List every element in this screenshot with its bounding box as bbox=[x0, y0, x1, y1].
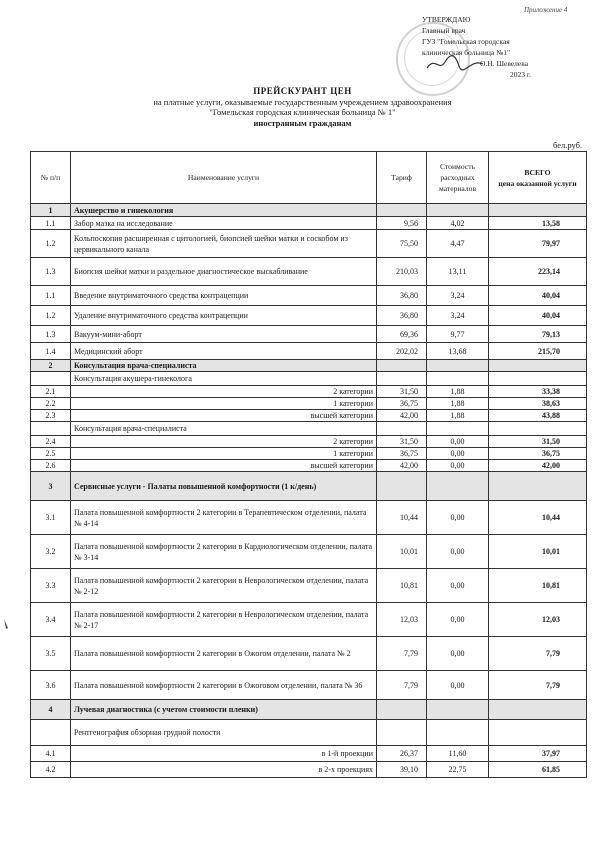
pen-mark-icon bbox=[3, 618, 10, 630]
row-materials: 22,75 bbox=[427, 762, 489, 778]
table-row bbox=[31, 410, 587, 422]
row-service-name: Палата повышенной комфортности 2 категории в Неврологическом отделении, палата № 2-17 bbox=[71, 603, 377, 637]
approval-line-3: ГУЗ "Гомельская городская bbox=[422, 37, 510, 46]
row-num: 1.1 bbox=[31, 286, 71, 306]
row-tariff: 75,50 bbox=[377, 230, 427, 258]
approval-line-4: клиническая больница №1" bbox=[422, 48, 511, 57]
row-num: 1.1 bbox=[31, 217, 71, 230]
row-tariff: 36,75 bbox=[377, 448, 427, 460]
table-row bbox=[31, 372, 587, 386]
row-total bbox=[489, 472, 587, 501]
row-tariff bbox=[377, 472, 427, 501]
row-materials: 13,68 bbox=[427, 343, 489, 360]
row-tariff: 7,79 bbox=[377, 637, 427, 671]
row-service-name: Консультация врача-специалиста bbox=[71, 360, 377, 372]
row-num: 2.1 bbox=[31, 386, 71, 398]
row-total: 10,01 bbox=[489, 535, 587, 569]
table-row bbox=[31, 436, 587, 448]
row-total: 7,79 bbox=[489, 637, 587, 671]
row-tariff: 10,44 bbox=[377, 501, 427, 535]
row-total bbox=[489, 372, 587, 386]
row-service-name: Вакуум-мини-аборт bbox=[71, 326, 377, 343]
row-num: 1.3 bbox=[31, 258, 71, 286]
annex-label: Приложение 4 bbox=[524, 6, 568, 14]
row-materials bbox=[427, 204, 489, 217]
row-materials: 0,00 bbox=[427, 460, 489, 472]
row-num: 3.6 bbox=[31, 671, 71, 700]
row-materials: 0,00 bbox=[427, 448, 489, 460]
header-name: Наименование услуги bbox=[71, 152, 377, 204]
table-row bbox=[31, 746, 587, 762]
row-tariff: 42,00 bbox=[377, 460, 427, 472]
row-tariff: 7,79 bbox=[377, 671, 427, 700]
row-service-name: Удаление внутриматочного средства контрацепции bbox=[71, 306, 377, 326]
row-total: 215,70 bbox=[489, 343, 587, 360]
row-total: 42,00 bbox=[489, 460, 587, 472]
row-total: 10,44 bbox=[489, 501, 587, 535]
table-row bbox=[31, 217, 587, 230]
document-title: ПРЕЙСКУРАНТ ЦЕН bbox=[253, 86, 352, 96]
row-num: 3.1 bbox=[31, 501, 71, 535]
row-total: 37,97 bbox=[489, 746, 587, 762]
table-row bbox=[31, 343, 587, 360]
row-total bbox=[489, 360, 587, 372]
row-materials bbox=[427, 422, 489, 436]
row-total: 12,03 bbox=[489, 603, 587, 637]
row-num: 3.2 bbox=[31, 535, 71, 569]
row-tariff: 210,03 bbox=[377, 258, 427, 286]
row-tariff: 10,81 bbox=[377, 569, 427, 603]
table-row bbox=[31, 460, 587, 472]
row-tariff: 202,02 bbox=[377, 343, 427, 360]
row-total: 40,04 bbox=[489, 286, 587, 306]
row-total: 33,38 bbox=[489, 386, 587, 398]
row-materials: 3,24 bbox=[427, 286, 489, 306]
row-num: 2.5 bbox=[31, 448, 71, 460]
header-num: № п/п bbox=[31, 152, 71, 204]
row-service-name: Кольпоскопия расширенная с цитологией, биопсией шейки матки и соскобом из цервикального канала bbox=[71, 230, 377, 258]
row-service-name: 1 категории bbox=[71, 398, 377, 410]
row-total: 10,81 bbox=[489, 569, 587, 603]
row-tariff bbox=[377, 204, 427, 217]
row-num bbox=[31, 372, 71, 386]
row-num: 1.4 bbox=[31, 343, 71, 360]
row-materials: 0,00 bbox=[427, 671, 489, 700]
row-service-name: высшей категории bbox=[71, 460, 377, 472]
table-row bbox=[31, 360, 587, 372]
row-num bbox=[31, 720, 71, 746]
row-tariff: 42,00 bbox=[377, 410, 427, 422]
table-row bbox=[31, 204, 587, 217]
row-total: 40,04 bbox=[489, 306, 587, 326]
row-service-name: 2 категории bbox=[71, 436, 377, 448]
row-materials: 4,02 bbox=[427, 217, 489, 230]
table-row bbox=[31, 306, 587, 326]
row-materials bbox=[427, 360, 489, 372]
row-service-name: Палата повышенной комфортности 2 категории в Неврологическом отделении, палата № 2-12 bbox=[71, 569, 377, 603]
row-tariff: 36,80 bbox=[377, 286, 427, 306]
approval-block bbox=[422, 14, 531, 80]
row-materials: 0,00 bbox=[427, 501, 489, 535]
currency-label: бел.руб. bbox=[553, 140, 583, 150]
row-service-name: Медицинский аборт bbox=[71, 343, 377, 360]
row-materials bbox=[427, 720, 489, 746]
row-tariff bbox=[377, 422, 427, 436]
row-total: 43,88 bbox=[489, 410, 587, 422]
row-materials bbox=[427, 372, 489, 386]
table-row bbox=[31, 472, 587, 501]
row-service-name: 1 категории bbox=[71, 448, 377, 460]
header-total-line-2: цена оказанной услуги bbox=[498, 178, 577, 188]
row-num: 1 bbox=[31, 204, 71, 217]
row-num: 3 bbox=[31, 472, 71, 501]
table-row bbox=[31, 637, 587, 671]
row-materials: 1,88 bbox=[427, 398, 489, 410]
table-row bbox=[31, 671, 587, 700]
table-row bbox=[31, 603, 587, 637]
row-total: 223,14 bbox=[489, 258, 587, 286]
table-row bbox=[31, 286, 587, 306]
table-row bbox=[31, 386, 587, 398]
row-num: 2 bbox=[31, 360, 71, 372]
row-service-name: 2 категории bbox=[71, 386, 377, 398]
row-tariff bbox=[377, 372, 427, 386]
table-row bbox=[31, 398, 587, 410]
row-materials: 13,11 bbox=[427, 258, 489, 286]
approval-line-2: Главный врач bbox=[422, 26, 466, 35]
table-row bbox=[31, 326, 587, 343]
row-materials: 0,00 bbox=[427, 637, 489, 671]
header-total-line-1: ВСЕГО bbox=[524, 167, 551, 177]
row-total: 7,79 bbox=[489, 671, 587, 700]
table-row bbox=[31, 762, 587, 778]
row-tariff: 26,37 bbox=[377, 746, 427, 762]
table-row bbox=[31, 422, 587, 436]
row-num: 1.3 bbox=[31, 326, 71, 343]
row-tariff: 39,10 bbox=[377, 762, 427, 778]
row-materials bbox=[427, 472, 489, 501]
document-subtitle-3: иностранным гражданам bbox=[253, 118, 352, 128]
document-subtitle-1: на платные услуги, оказываемые государственным учреждением здравоохранения bbox=[153, 97, 452, 107]
row-service-name: Консультация акушера-гинеколога bbox=[71, 372, 377, 386]
row-num: 1.2 bbox=[31, 306, 71, 326]
row-service-name: Сервисные услуги - Палаты повышенной комфортности (1 к/день) bbox=[71, 472, 377, 501]
row-total: 36,75 bbox=[489, 448, 587, 460]
row-total: 38,63 bbox=[489, 398, 587, 410]
row-num: 4.1 bbox=[31, 746, 71, 762]
row-service-name: в 2-х проекциях bbox=[71, 762, 377, 778]
table-row bbox=[31, 720, 587, 746]
table-row bbox=[31, 569, 587, 603]
row-num: 4 bbox=[31, 700, 71, 720]
row-num: 2.3 bbox=[31, 410, 71, 422]
approval-line-1: УТВЕРЖДАЮ bbox=[422, 15, 471, 24]
row-service-name: Палата повышенной комфортности 2 категории в Кардиологическом отделении, палата № 3-14 bbox=[71, 535, 377, 569]
row-tariff bbox=[377, 700, 427, 720]
row-total: 79,97 bbox=[489, 230, 587, 258]
row-service-name: в 1-й проекции bbox=[71, 746, 377, 762]
row-num bbox=[31, 422, 71, 436]
approval-signer: О.Н. Шевелева bbox=[480, 59, 529, 68]
row-total: 79,13 bbox=[489, 326, 587, 343]
row-materials: 9,77 bbox=[427, 326, 489, 343]
header-materials: Стоимость расходных материалов bbox=[427, 152, 489, 204]
row-total: 13,58 bbox=[489, 217, 587, 230]
row-num: 3.4 bbox=[31, 603, 71, 637]
row-num: 1.2 bbox=[31, 230, 71, 258]
document-subtitle-2: "Гомельская городская клиническая больница № 1" bbox=[209, 107, 396, 117]
row-service-name: Введение внутриматочного средства контрацепции bbox=[71, 286, 377, 306]
row-tariff: 9,56 bbox=[377, 217, 427, 230]
row-service-name: Лучевая диагностика (с учетом стоимости пленки) bbox=[71, 700, 377, 720]
row-tariff: 36,80 bbox=[377, 306, 427, 326]
row-num: 2.6 bbox=[31, 460, 71, 472]
row-materials: 0,00 bbox=[427, 535, 489, 569]
table-row bbox=[31, 501, 587, 535]
row-tariff: 69,36 bbox=[377, 326, 427, 343]
row-total: 31,50 bbox=[489, 436, 587, 448]
row-tariff bbox=[377, 720, 427, 746]
row-tariff: 12,03 bbox=[377, 603, 427, 637]
row-service-name: Консультация врача-специалиста bbox=[71, 422, 377, 436]
row-materials: 0,00 bbox=[427, 569, 489, 603]
row-materials: 0,00 bbox=[427, 603, 489, 637]
approval-date: 2023 г. bbox=[510, 70, 531, 79]
row-service-name: Биопсия шейки матки и раздельное диагностическое выскабливание bbox=[71, 258, 377, 286]
row-total bbox=[489, 204, 587, 217]
row-service-name: высшей категории bbox=[71, 410, 377, 422]
row-materials: 3,24 bbox=[427, 306, 489, 326]
row-service-name: Акушерство и гинекология bbox=[71, 204, 377, 217]
price-table bbox=[30, 151, 587, 778]
table-row bbox=[31, 535, 587, 569]
table-row bbox=[31, 448, 587, 460]
row-tariff: 36,75 bbox=[377, 398, 427, 410]
row-service-name: Рентгенография обзорная грудной полости bbox=[71, 720, 377, 746]
row-materials: 1,88 bbox=[427, 410, 489, 422]
row-service-name: Забор мазка на исследование bbox=[71, 217, 377, 230]
table-row bbox=[31, 230, 587, 258]
row-tariff bbox=[377, 360, 427, 372]
row-num: 3.5 bbox=[31, 637, 71, 671]
row-total bbox=[489, 700, 587, 720]
row-total bbox=[489, 720, 587, 746]
row-num: 2.4 bbox=[31, 436, 71, 448]
table-row bbox=[31, 258, 587, 286]
row-service-name: Палата повышенной комфортности 2 категории в Ожоговом отделении, палата № 36 bbox=[71, 671, 377, 700]
row-tariff: 10,01 bbox=[377, 535, 427, 569]
row-materials: 11,60 bbox=[427, 746, 489, 762]
row-materials bbox=[427, 700, 489, 720]
row-num: 3.3 bbox=[31, 569, 71, 603]
row-materials: 0,00 bbox=[427, 436, 489, 448]
row-materials: 1,88 bbox=[427, 386, 489, 398]
row-tariff: 31,50 bbox=[377, 436, 427, 448]
row-num: 4.2 bbox=[31, 762, 71, 778]
price-table-body bbox=[31, 204, 587, 778]
row-materials: 4,47 bbox=[427, 230, 489, 258]
header-tariff: Тариф bbox=[377, 152, 427, 204]
row-total bbox=[489, 422, 587, 436]
row-tariff: 31,50 bbox=[377, 386, 427, 398]
row-service-name: Палата повышенной комфортности 2 категории в Ожогом отделении, палата № 2 bbox=[71, 637, 377, 671]
row-service-name: Палата повышенной комфортности 2 категории в Терапевтическом отделении, палата № 4-14 bbox=[71, 501, 377, 535]
row-total: 61,85 bbox=[489, 762, 587, 778]
table-row bbox=[31, 700, 587, 720]
header-total bbox=[489, 152, 587, 204]
row-num: 2.2 bbox=[31, 398, 71, 410]
